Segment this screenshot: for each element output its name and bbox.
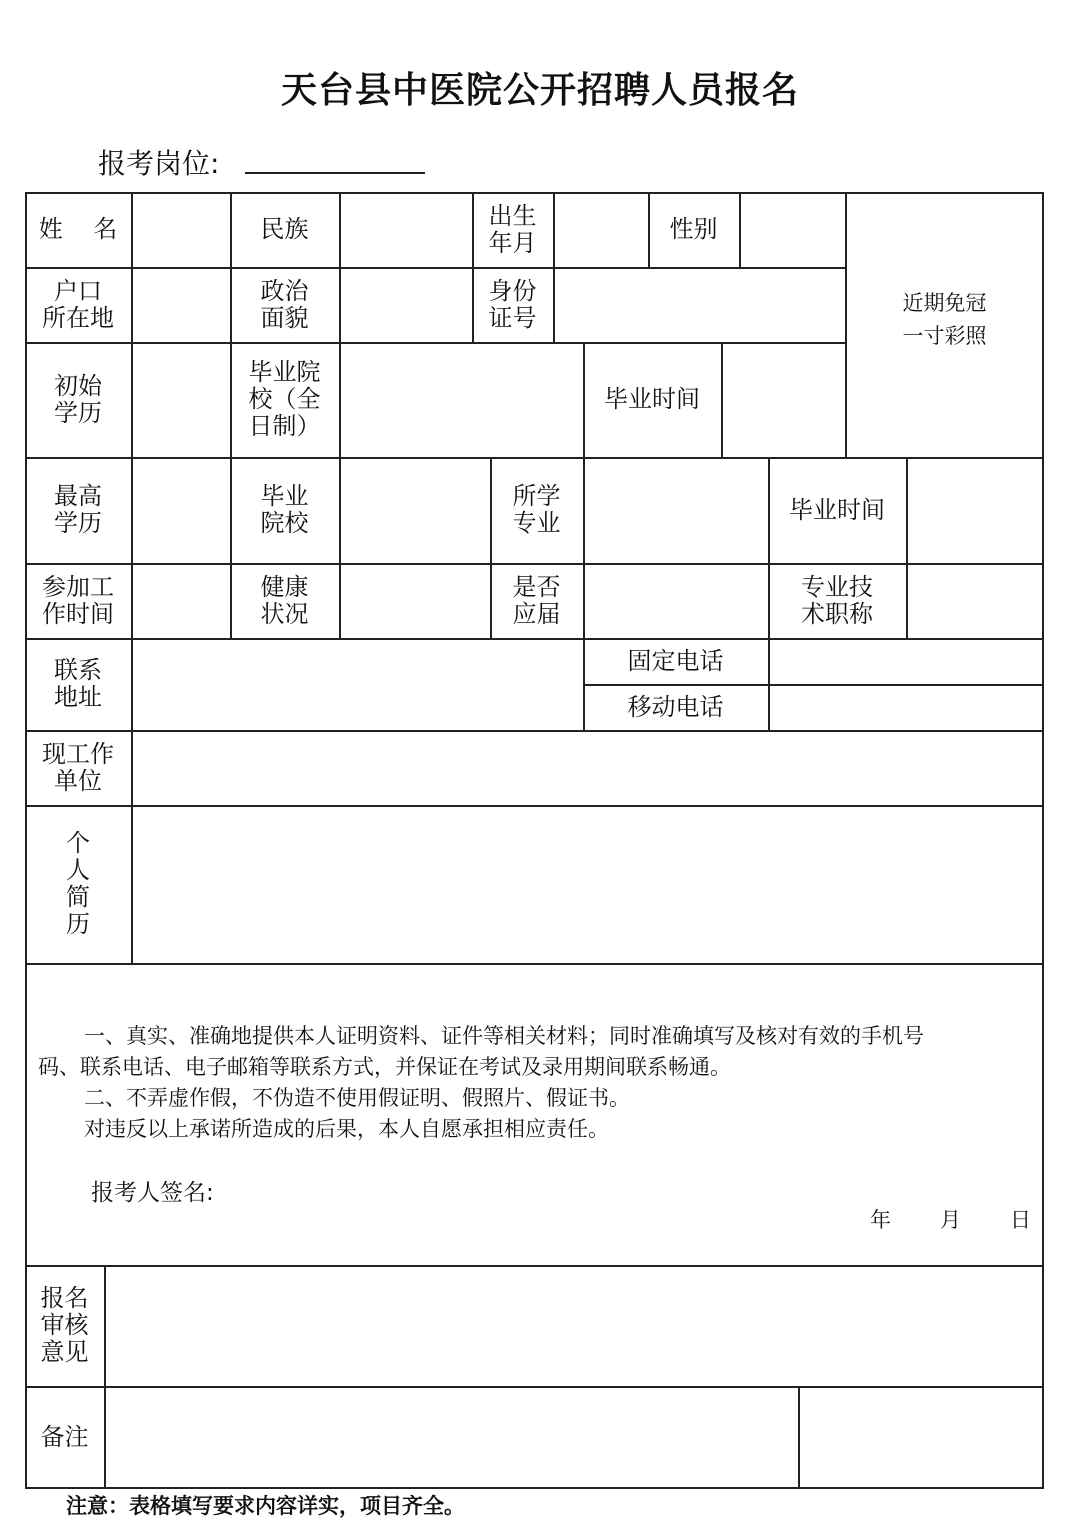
ethnicity-label: 民族 [260,215,309,244]
highest-education-field[interactable] [131,457,230,563]
address-label: 联系 地址 [54,656,102,711]
initial-education-field[interactable] [131,342,230,457]
graduation-time-field[interactable] [721,342,845,457]
major-field[interactable] [583,457,768,563]
mobile-field[interactable] [768,684,1044,730]
graduate-school-fulltime-field[interactable] [339,342,583,457]
id-number-field[interactable] [553,267,845,342]
address-field[interactable] [131,638,583,730]
major-label: 所学 专业 [512,482,561,537]
graduate-school-label: 毕业 院校 [260,482,309,537]
date-day: 日 [1010,1208,1031,1232]
remarks-extra-field[interactable] [798,1386,1044,1489]
pledge-line-3: 二、不弄虚作假，不伪造不使用假证明、假照片、假证书。 [84,1086,630,1110]
health-field[interactable] [339,563,490,638]
professional-title-field[interactable] [906,563,1044,638]
hukou-label: 户口 所在地 [42,276,114,332]
pledge-line-2: 码、联系电话、电子邮箱等联系方式，并保证在考试及录用期间联系畅通。 [38,1055,731,1079]
birth-label: 出生 年月 [488,201,537,257]
photo-area[interactable]: 近期免冠 一寸彩照 [902,290,987,348]
resume-field[interactable] [131,805,1044,963]
review-label: 报名 审核 意见 [40,1284,89,1366]
initial-education-label: 初始 学历 [54,371,102,427]
gender-field[interactable] [739,192,845,267]
pledge-line-1: 一、真实、准确地提供本人证明资料、证件等相关材料；同时准确填写及核对有效的手机号 [84,1024,924,1048]
resume-label: 个 人 简 历 [66,829,90,938]
landline-label: 固定电话 [627,646,724,675]
health-label: 健康 状况 [260,572,309,628]
position-label: 报考岗位: [98,147,220,180]
graduate-school-field[interactable] [339,457,490,563]
ethnicity-field[interactable] [339,192,472,267]
political-label: 政治 面貌 [260,276,309,332]
employer-label: 现工作 单位 [42,739,114,795]
graduation-time-2-label: 毕业时间 [789,495,885,524]
work-start-field[interactable] [131,563,230,638]
fresh-graduate-label: 是否 应届 [512,572,561,628]
graduate-school-fulltime-label: 毕业院 校（全 日制） [248,358,321,440]
mobile-label: 移动电话 [627,692,724,721]
work-start-label: 参加工 作时间 [42,572,114,628]
signature-label: 报考人签名: [91,1180,214,1206]
highest-education-label: 最高 学历 [54,482,102,537]
review-field[interactable] [104,1265,1044,1386]
graduation-time-2-field[interactable] [906,457,1044,563]
name-field[interactable] [131,192,230,267]
hukou-field[interactable] [131,267,230,342]
fresh-graduate-field[interactable] [583,563,768,638]
page-title: 天台县中医院公开招聘人员报名 [280,70,799,111]
landline-field[interactable] [768,638,1044,684]
birth-field[interactable] [553,192,648,267]
date-year: 年 [870,1208,891,1232]
graduation-time-label: 毕业时间 [604,385,700,414]
political-field[interactable] [339,267,472,342]
pledge-line-4: 对违反以上承诺所造成的后果，本人自愿承担相应责任。 [84,1117,609,1141]
employer-field[interactable] [131,730,1044,805]
gender-label: 性别 [669,215,718,244]
id-number-label: 身份 证号 [488,276,537,332]
remarks-label: 备注 [40,1423,89,1452]
position-input[interactable] [245,148,425,174]
professional-title-label: 专业技 术职称 [801,572,873,628]
date-month: 月 [940,1208,961,1232]
remarks-field[interactable] [104,1386,798,1489]
name-label: 姓 名 [38,215,118,244]
footer-note: 注意：表格填写要求内容详实，项目齐全。 [66,1494,465,1518]
